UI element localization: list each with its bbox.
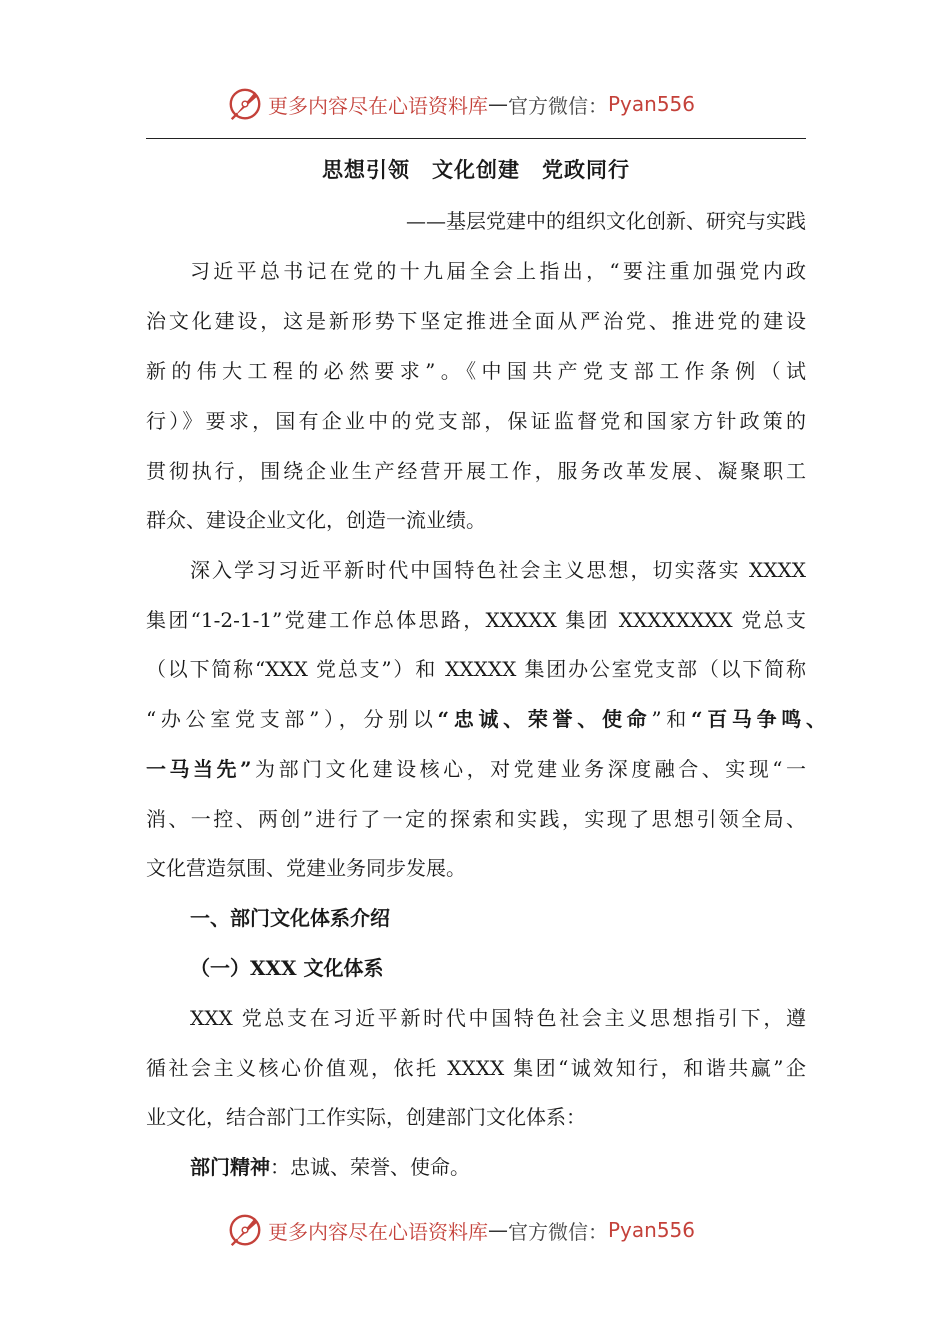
paragraph-line: 文化营造氛围、党建业务同步发展。: [146, 856, 466, 880]
paragraph-line: 行）》要求，国有企业中的党支部，保证监督党和国家方针政策的: [146, 409, 806, 433]
paragraph-line: 业文化，结合部门工作实际，创建部门文化体系：: [146, 1105, 586, 1129]
bold-text: “百马争鸣、: [690, 707, 826, 731]
bold-text: 一马当先”: [146, 757, 252, 781]
paragraph-line: 新的伟大工程的必然要求”。《中国共产党支部工作条例（试: [146, 359, 806, 383]
header-banner: [226, 84, 695, 124]
banner-wechat-label: 官方微信：: [508, 93, 608, 118]
quill-logo-icon: [226, 85, 264, 123]
line-text: “办公室党支部”），分别以: [146, 707, 438, 731]
paragraph-line: 消、一控、两创”进行了一定的探索和实践，实现了思想引领全局、: [146, 807, 806, 831]
section-heading: 一、部门文化体系介绍: [190, 906, 390, 930]
paragraph-line-labeled: [190, 1149, 470, 1185]
banner-text: 更多内容尽在心语资料库: [268, 93, 488, 118]
footer-banner: [226, 1210, 695, 1250]
paragraph-line-emphasis: [146, 751, 806, 787]
paragraph-line: XXX 党总支在习近平新时代中国特色社会主义思想指引下，遵: [190, 1006, 806, 1030]
header-rule: [146, 138, 806, 139]
quill-logo-icon: [226, 1211, 264, 1249]
paragraph-line: 深入学习习近平新时代中国特色社会主义思想，切实落实 XXXX: [190, 558, 806, 582]
line-text: ：忠诚、荣誉、使命。: [270, 1155, 470, 1179]
banner-wechat-id: Pyan556: [608, 92, 696, 116]
paragraph-line: 群众、建设企业文化，创造一流业绩。: [146, 508, 486, 532]
paragraph-line: 集团“1-2-1-1”党建工作总体思路，XXXXX 集团 XXXXXXXX 党总支: [146, 608, 806, 632]
document-subtitle: ——基层党建中的组织文化创新、研究与实践: [406, 209, 806, 233]
line-text: ”和: [651, 707, 691, 731]
banner-wechat-label: 官方微信：: [508, 1219, 608, 1244]
paragraph-line: 循社会主义核心价值观，依托 XXXX 集团“诚效知行，和谐共赢”企: [146, 1056, 806, 1080]
banner-separator: —: [488, 1218, 508, 1242]
banner-wechat-id: Pyan556: [608, 1218, 696, 1242]
bold-text: “忠诚、荣誉、使命: [437, 707, 652, 731]
paragraph-line-emphasis: [146, 701, 826, 737]
line-text: 为部门文化建设核心，对党建业务深度融合、实现“一: [251, 757, 806, 781]
paragraph-line: 习近平总书记在党的十九届全会上指出，“要注重加强党内政: [190, 259, 806, 283]
label-text: 部门精神: [190, 1155, 270, 1179]
document-title: 思想引领 文化创建 党政同行: [322, 157, 630, 182]
banner-separator: —: [488, 92, 508, 116]
banner-text: 更多内容尽在心语资料库: [268, 1219, 488, 1244]
subsection-heading: （一）XXX 文化体系: [190, 956, 384, 980]
paragraph-line: （以下简称“XXX 党总支”）和 XXXXX 集团办公室党支部（以下简称: [146, 657, 806, 681]
paragraph-line: 贯彻执行，围绕企业生产经营开展工作，服务改革发展、凝聚职工: [146, 459, 806, 483]
paragraph-line: 治文化建设，这是新形势下坚定推进全面从严治党、推进党的建设: [146, 309, 806, 333]
